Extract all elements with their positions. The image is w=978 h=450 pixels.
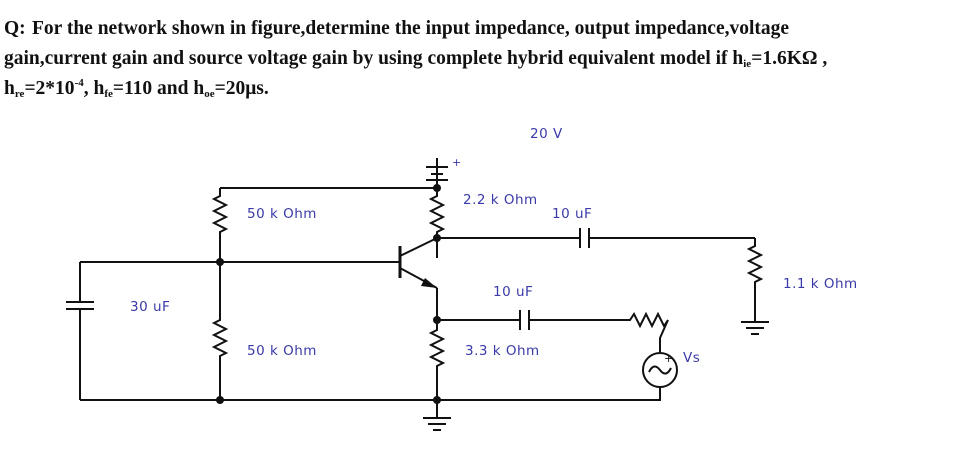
- question-marker: Q:: [4, 18, 26, 39]
- rs-label: 3.3 k Ohm: [465, 343, 540, 359]
- rc-resistor: [431, 188, 443, 238]
- output-coupling-capacitor: [580, 228, 589, 248]
- input-capacitor: [66, 262, 94, 400]
- re-resistor: [431, 320, 443, 400]
- rs-resistor: [620, 314, 668, 352]
- supply-battery: [426, 156, 462, 188]
- question-line-3: $h_{re}=2*10^{-4}$, $h_{fe}=110$ and $h_{oe}=20\mu s$.: [4, 77, 269, 100]
- r2-label: 50 k Ohm: [247, 343, 317, 359]
- rc-label: 2.2 k Ohm: [463, 192, 538, 208]
- emitter-arrow: [421, 278, 437, 288]
- bottom-rail: [80, 387, 660, 400]
- supply-voltage-label: 20 V: [530, 126, 563, 142]
- r1-label: 50 k Ohm: [247, 206, 317, 222]
- c-in-label: 10 uF: [493, 284, 534, 300]
- bottom-left-junction: [216, 396, 224, 404]
- supply-plus-sign: +: [452, 156, 462, 169]
- bjt-transistor: [400, 238, 437, 288]
- source-plus-sign: +: [664, 352, 674, 365]
- rl-label: 1.1 k Ohm: [783, 276, 858, 292]
- rl-resistor: [749, 238, 761, 292]
- ac-source: [643, 352, 677, 387]
- c-out-label: 10 uF: [552, 206, 593, 222]
- ground-symbol: [423, 400, 451, 430]
- source-coupling-capacitor: [520, 310, 529, 330]
- r2-resistor: [214, 262, 226, 400]
- question-line-1: Q: For the network shown in figure,determine the input impedance, output impedance,voltage: [4, 14, 974, 44]
- source-label: Vs: [683, 350, 701, 366]
- r1-resistor: [214, 188, 226, 262]
- c-bypass-label: 30 uF: [130, 299, 171, 315]
- question-line-2: gain,current gain and source voltage gain by using complete hybrid equivalent model if $h_{ie}=1.6K\Omega$ ,: [4, 48, 828, 70]
- rl-ground-symbol: [741, 292, 769, 334]
